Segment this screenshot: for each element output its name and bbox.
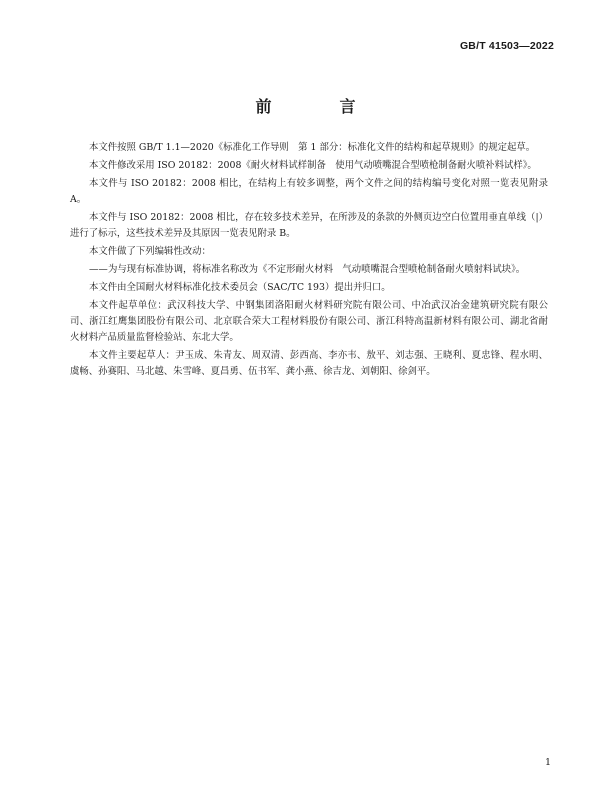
document-body	[70, 140, 548, 382]
paragraph-iso-adoption: 本文件修改采用 ISO 20182：2008《耐火材料试样制备 使用气动喷嘴混合型喷枪制备耐火喷补料试样》。	[89, 160, 537, 171]
paragraph-drafting-rules: 本文件按照 GB/T 1.1—2020《标准化工作导则 第 1 部分：标准化文件的结构和起草规则》的规定起草。	[89, 142, 536, 153]
dash-marker: ——	[89, 264, 108, 275]
list-item-editorial-change	[70, 262, 548, 278]
paragraph-drafting-units: 本文件起草单位：武汉科技大学、中钢集团洛阳耐火材料研究院有限公司、中冶武汉冶金建筑研究院有限公司、浙江红鹰集团股份有限公司、北京联合荣大工程材料股份有限公司、浙江科特高温新材料有限公司、湖北省耐火材料产品质量监督检验站、东北大学。	[70, 300, 548, 343]
paragraph-editorial-changes: 本文件做了下列编辑性改动：	[89, 246, 211, 257]
page-title: 前 言	[255, 97, 382, 116]
page-number: 1	[544, 757, 551, 768]
paragraph-drafters: 本文件主要起草人：尹玉成、朱青友、周双清、彭西高、李亦韦、敖平、刘志强、王晓利、夏忠锋、程水明、虞畅、孙赛阳、马北越、朱雪峰、夏昌勇、伍书军、龚小燕、徐吉龙、刘朝阳、徐剑平。	[70, 350, 548, 377]
paragraph-proposer: 本文件由全国耐火材料标准化技术委员会（SAC/TC 193）提出并归口。	[89, 282, 391, 293]
list-item-text: 为与现有标准协调，将标准名称改为《不定形耐火材料 气动喷嘴混合型喷枪制备耐火喷射料试块》。	[108, 264, 526, 275]
paragraph-structure-changes: 本文件与 ISO 20182：2008 相比，在结构上有较多调整，两个文件之间的结构编号变化对照一览表见附录 A。	[70, 178, 548, 205]
standard-code: GB/T 41503—2022	[459, 40, 554, 52]
paragraph-technical-differences: 本文件与 ISO 20182：2008 相比，存在较多技术差异，在所涉及的条款的外侧页边空白位置用垂直单线（|）进行了标示，这些技术差异及其原因一览表见附录 B。	[70, 212, 548, 239]
